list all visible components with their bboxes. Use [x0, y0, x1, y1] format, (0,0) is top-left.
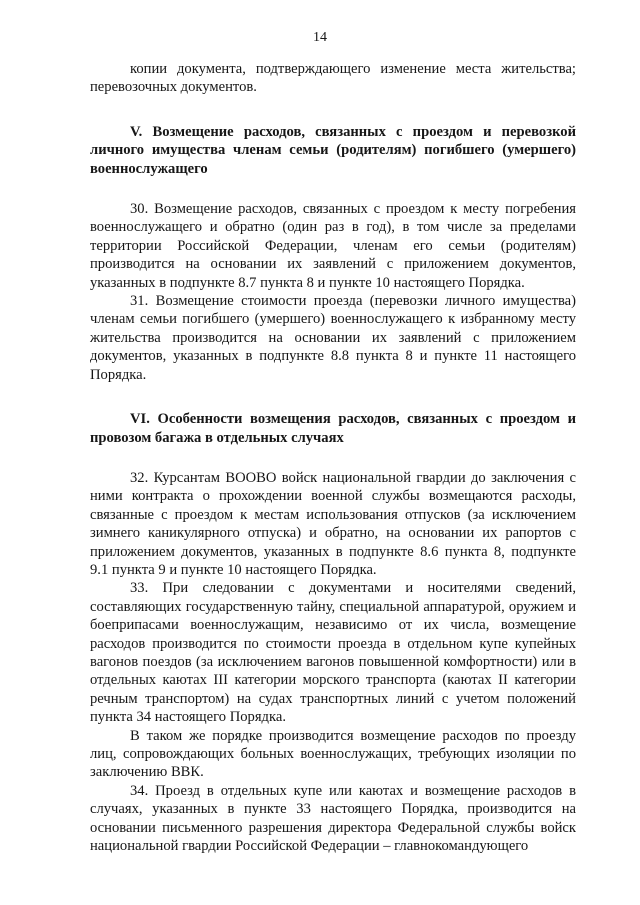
- paragraph-32: 32. Курсантам ВООВО войск национальной гвардии до заключения с ними контракта о прохождении военной службы возмещаются расходы, связанные с проездом к местам использования отпусков (за исключением зимнего каникулярного отпуска) и обратно, на основании их рапортов с приложением документов, указанных в подпункте 8.6 пункта 8, подпункте 9.1 пункта 9 и пункте 10 настоящего Порядка.: [90, 469, 576, 578]
- section-heading-v: V. Возмещение расходов, связанных с проездом и перевозкой личного имущества членам семьи (родителям) погибшего (умершего) военнослужащего: [90, 123, 576, 177]
- spacer: [90, 447, 576, 469]
- paragraph-copy-documents: копии документа, подтверждающего изменение места жительства; перевозочных документов.: [90, 61, 576, 96]
- paragraph-34: 34. Проезд в отдельных купе или каютах и возмещение расходов в случаях, указанных в пункте 33 настоящего Порядка, производится на основании письменного разрешения директора Федеральной службы войск национальной гвардии Российской Федерации – главнокомандующего: [90, 782, 576, 855]
- paragraph-33: 33. При следовании с документами и носителями сведений, составляющих государственную тайну, специальной аппаратурой, оружием и боеприпасами военнослужащим, независимо от их числа, возмещение расходов производится по стоимости проезда в отдельном купе купейных вагонов поездов (за исключением вагонов повышенной комфортности) или в отдельных каютах III категории морского транспорта (каютах II категории речным транспортом) на судах транспортных линий с учетом положений пункта 34 настоящего Порядка.: [90, 580, 576, 726]
- page-number: 14: [313, 30, 327, 45]
- paragraph-30: 30. Возмещение расходов, связанных с проездом к месту погребения военнослужащего и обратно (один раз в год), в том числе за пределами территории Российской Федерации, членам его семьи (родителям) производится на основании их заявлений с приложением документов, указанных в подпункте 8.7 пункта 8 и пункте 10 настоящего Порядка.: [90, 201, 576, 291]
- spacer: [90, 384, 576, 410]
- paragraph-31: 31. Возмещение стоимости проезда (перевозки личного имущества) членам семьи погибшего (умершего) военнослужащего к избранному месту жительства производится на основании их заявлений с приложением документов, указанных в подпункте 8.8 пункта 8 и пункте 11 настоящего Порядка.: [90, 293, 576, 383]
- spacer: [90, 178, 576, 200]
- paragraph-33-continued: В таком же порядке производится возмещение расходов по проезду лиц, сопровождающих больных военнослужащих, требующих изоляции по заключению ВВК.: [90, 727, 576, 781]
- section-heading-vi: VI. Особенности возмещения расходов, связанных с проездом и провозом багажа в отдельных случаях: [90, 411, 576, 446]
- spacer: [90, 97, 576, 123]
- page-content: [90, 60, 576, 855]
